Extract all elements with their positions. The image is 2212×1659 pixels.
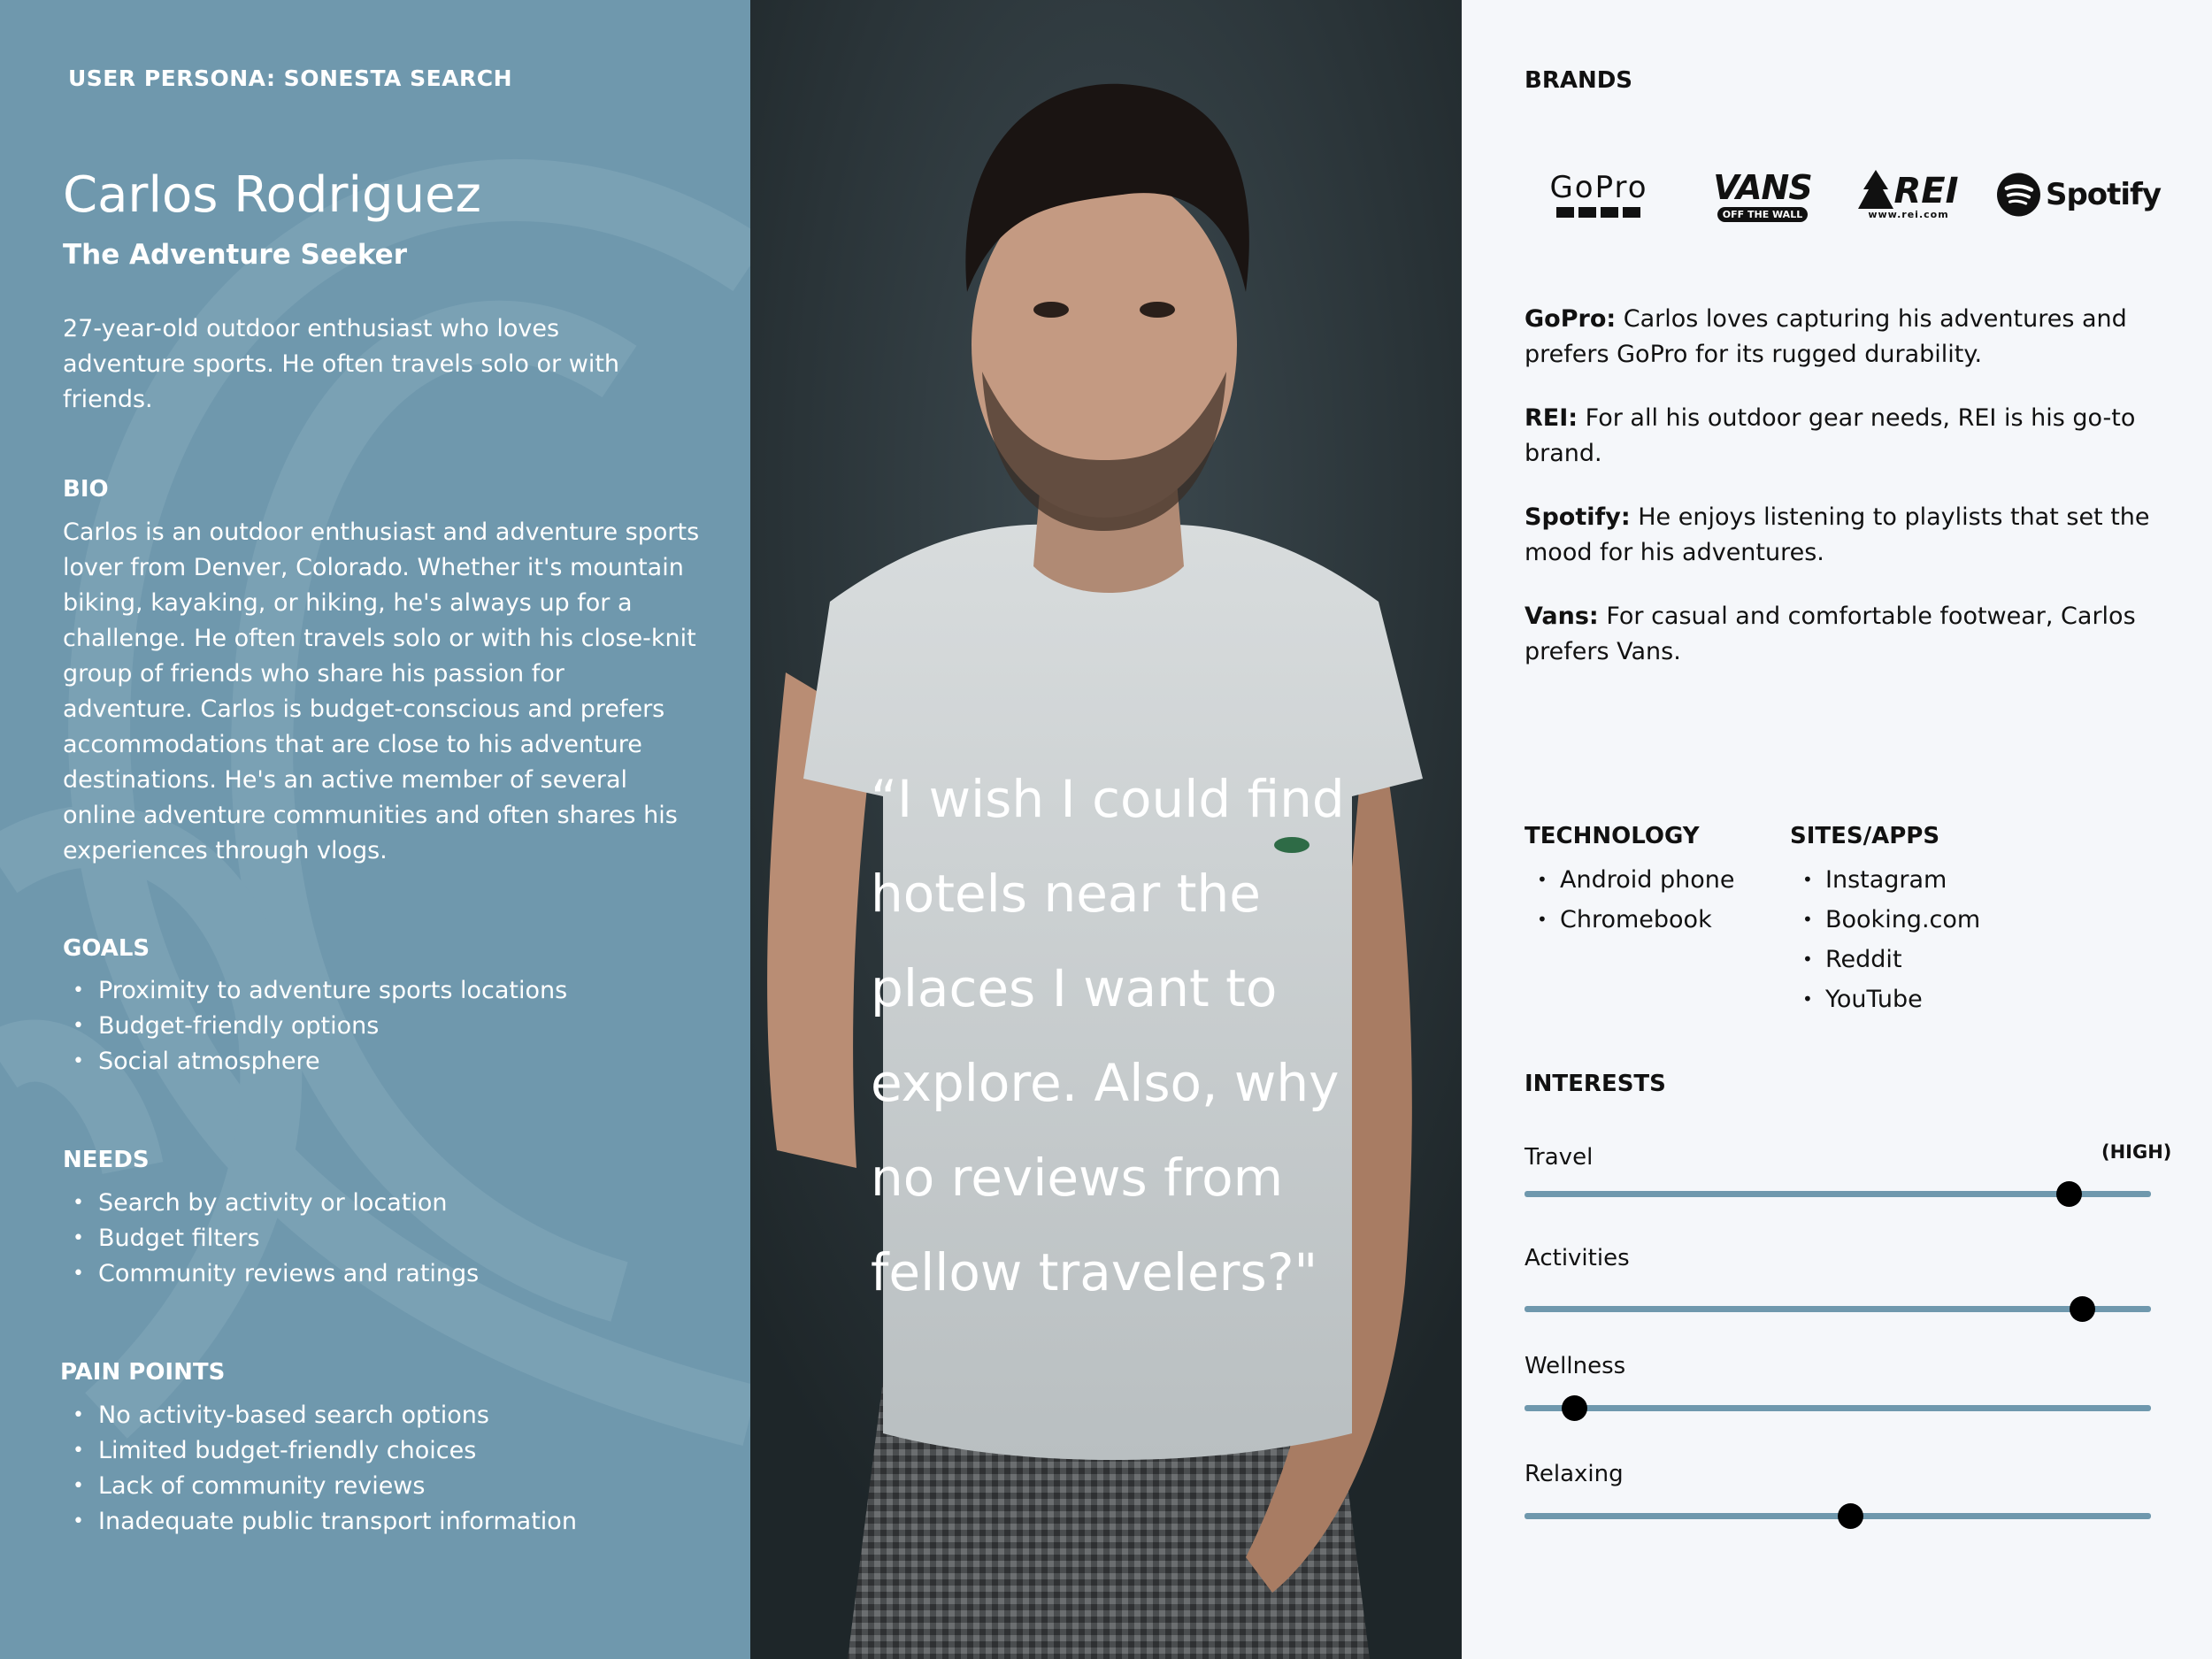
bio-text: Carlos is an outdoor enthusiast and adventure sports lover from Denver, Colorado. Whether it's mountain biking, kayaking, or hiking, he's always up for a challenge. He often travels solo or with his close-knit group of friends who share his passion for adventure. Carlos is budget-conscious and prefers accommodations that are close to his adventure destinations. He's an active member of several online adventure communities and often shares his experiences through vlogs.: [63, 518, 700, 864]
slider-knob: [1838, 1503, 1863, 1529]
pain-points-list: [73, 1398, 577, 1540]
vans-logo: VANS OFF THE WALL: [1713, 167, 1812, 220]
slider-knob: [1562, 1395, 1587, 1421]
persona-quote: “I wish I could find hotels near the places I want to explore. Also, why no reviews from fellow travelers?": [871, 769, 1345, 1302]
list-item: • No activity-based search options: [73, 1398, 577, 1433]
sites-apps-list: [1790, 860, 1980, 1019]
needs-list: [73, 1186, 479, 1292]
list-item: • Budget-friendly options: [73, 1009, 567, 1044]
interest-slider-wellness: [1525, 1405, 2151, 1411]
persona-photo: [750, 0, 1462, 1659]
list-item: • Instagram: [1790, 860, 1980, 900]
technology-list: [1525, 860, 1734, 940]
brands-heading: BRANDS: [1525, 67, 1633, 94]
rei-logo: REI www.rei.com: [1855, 150, 1962, 239]
spotify-description: Spotify: He enjoys listening to playlists that set the mood for his adventures.: [1525, 503, 2150, 566]
persona-tag: USER PERSONA: SONESTA SEARCH: [68, 65, 513, 91]
spotify-icon: [1997, 171, 2040, 219]
interests-heading: INTERESTS: [1525, 1071, 1666, 1097]
persona-panel: [0, 0, 750, 1659]
vans-description: Vans: For casual and comfortable footwear, Carlos prefers Vans.: [1525, 603, 2136, 665]
spotify-logo: Spotify: [1997, 150, 2161, 239]
list-item: • Limited budget-friendly choices: [73, 1433, 577, 1469]
interest-slider-activities: [1525, 1306, 2151, 1312]
tree-icon: [1858, 170, 1893, 209]
sites-apps-heading: SITES/APPS: [1790, 823, 1940, 849]
high-label: (HIGH): [2101, 1141, 2172, 1163]
brand-logos: [1524, 150, 2161, 239]
interest-slider-travel: [1525, 1191, 2151, 1197]
list-item: • Search by activity or location: [73, 1186, 479, 1221]
bio-heading: BIO: [63, 476, 109, 503]
list-item: • Reddit: [1790, 940, 1980, 979]
persona-summary: 27-year-old outdoor enthusiast who loves adventure sports. He often travels solo or with friends.: [63, 315, 620, 413]
list-item: • Android phone: [1525, 860, 1734, 900]
pain-points-heading: PAIN POINTS: [60, 1359, 226, 1386]
list-item: • Booking.com: [1790, 900, 1980, 940]
list-item: • Lack of community reviews: [73, 1469, 577, 1504]
details-panel: [1462, 0, 2212, 1659]
goals-list: [73, 973, 567, 1079]
interest-slider-relaxing: [1525, 1513, 2151, 1519]
needs-heading: NEEDS: [63, 1147, 150, 1173]
rei-description: REI: For all his outdoor gear needs, REI is his go-to brand.: [1525, 404, 2136, 467]
interest-label-travel: Travel: [1525, 1144, 1594, 1171]
slider-knob: [2070, 1296, 2095, 1322]
list-item: • Community reviews and ratings: [73, 1256, 479, 1292]
persona-name: Carlos Rodriguez: [63, 166, 481, 224]
persona-subtitle: The Adventure Seeker: [63, 239, 407, 271]
gopro-description: GoPro: Carlos loves capturing his adventures and prefers GoPro for its rugged durability.: [1525, 305, 2127, 368]
list-item: • Social atmosphere: [73, 1044, 567, 1079]
list-item: • YouTube: [1790, 979, 1980, 1019]
slider-knob: [2056, 1181, 2082, 1207]
gopro-logo: GoPro: [1524, 150, 1674, 239]
list-item: • Proximity to adventure sports locations: [73, 973, 567, 1009]
list-item: • Inadequate public transport information: [73, 1504, 577, 1540]
list-item: • Budget filters: [73, 1221, 479, 1256]
interest-label-relaxing: Relaxing: [1525, 1461, 1624, 1487]
interest-label-wellness: Wellness: [1525, 1353, 1626, 1379]
interest-label-activities: Activities: [1525, 1245, 1630, 1271]
goals-heading: GOALS: [63, 935, 150, 962]
technology-heading: TECHNOLOGY: [1525, 823, 1700, 849]
list-item: • Chromebook: [1525, 900, 1734, 940]
